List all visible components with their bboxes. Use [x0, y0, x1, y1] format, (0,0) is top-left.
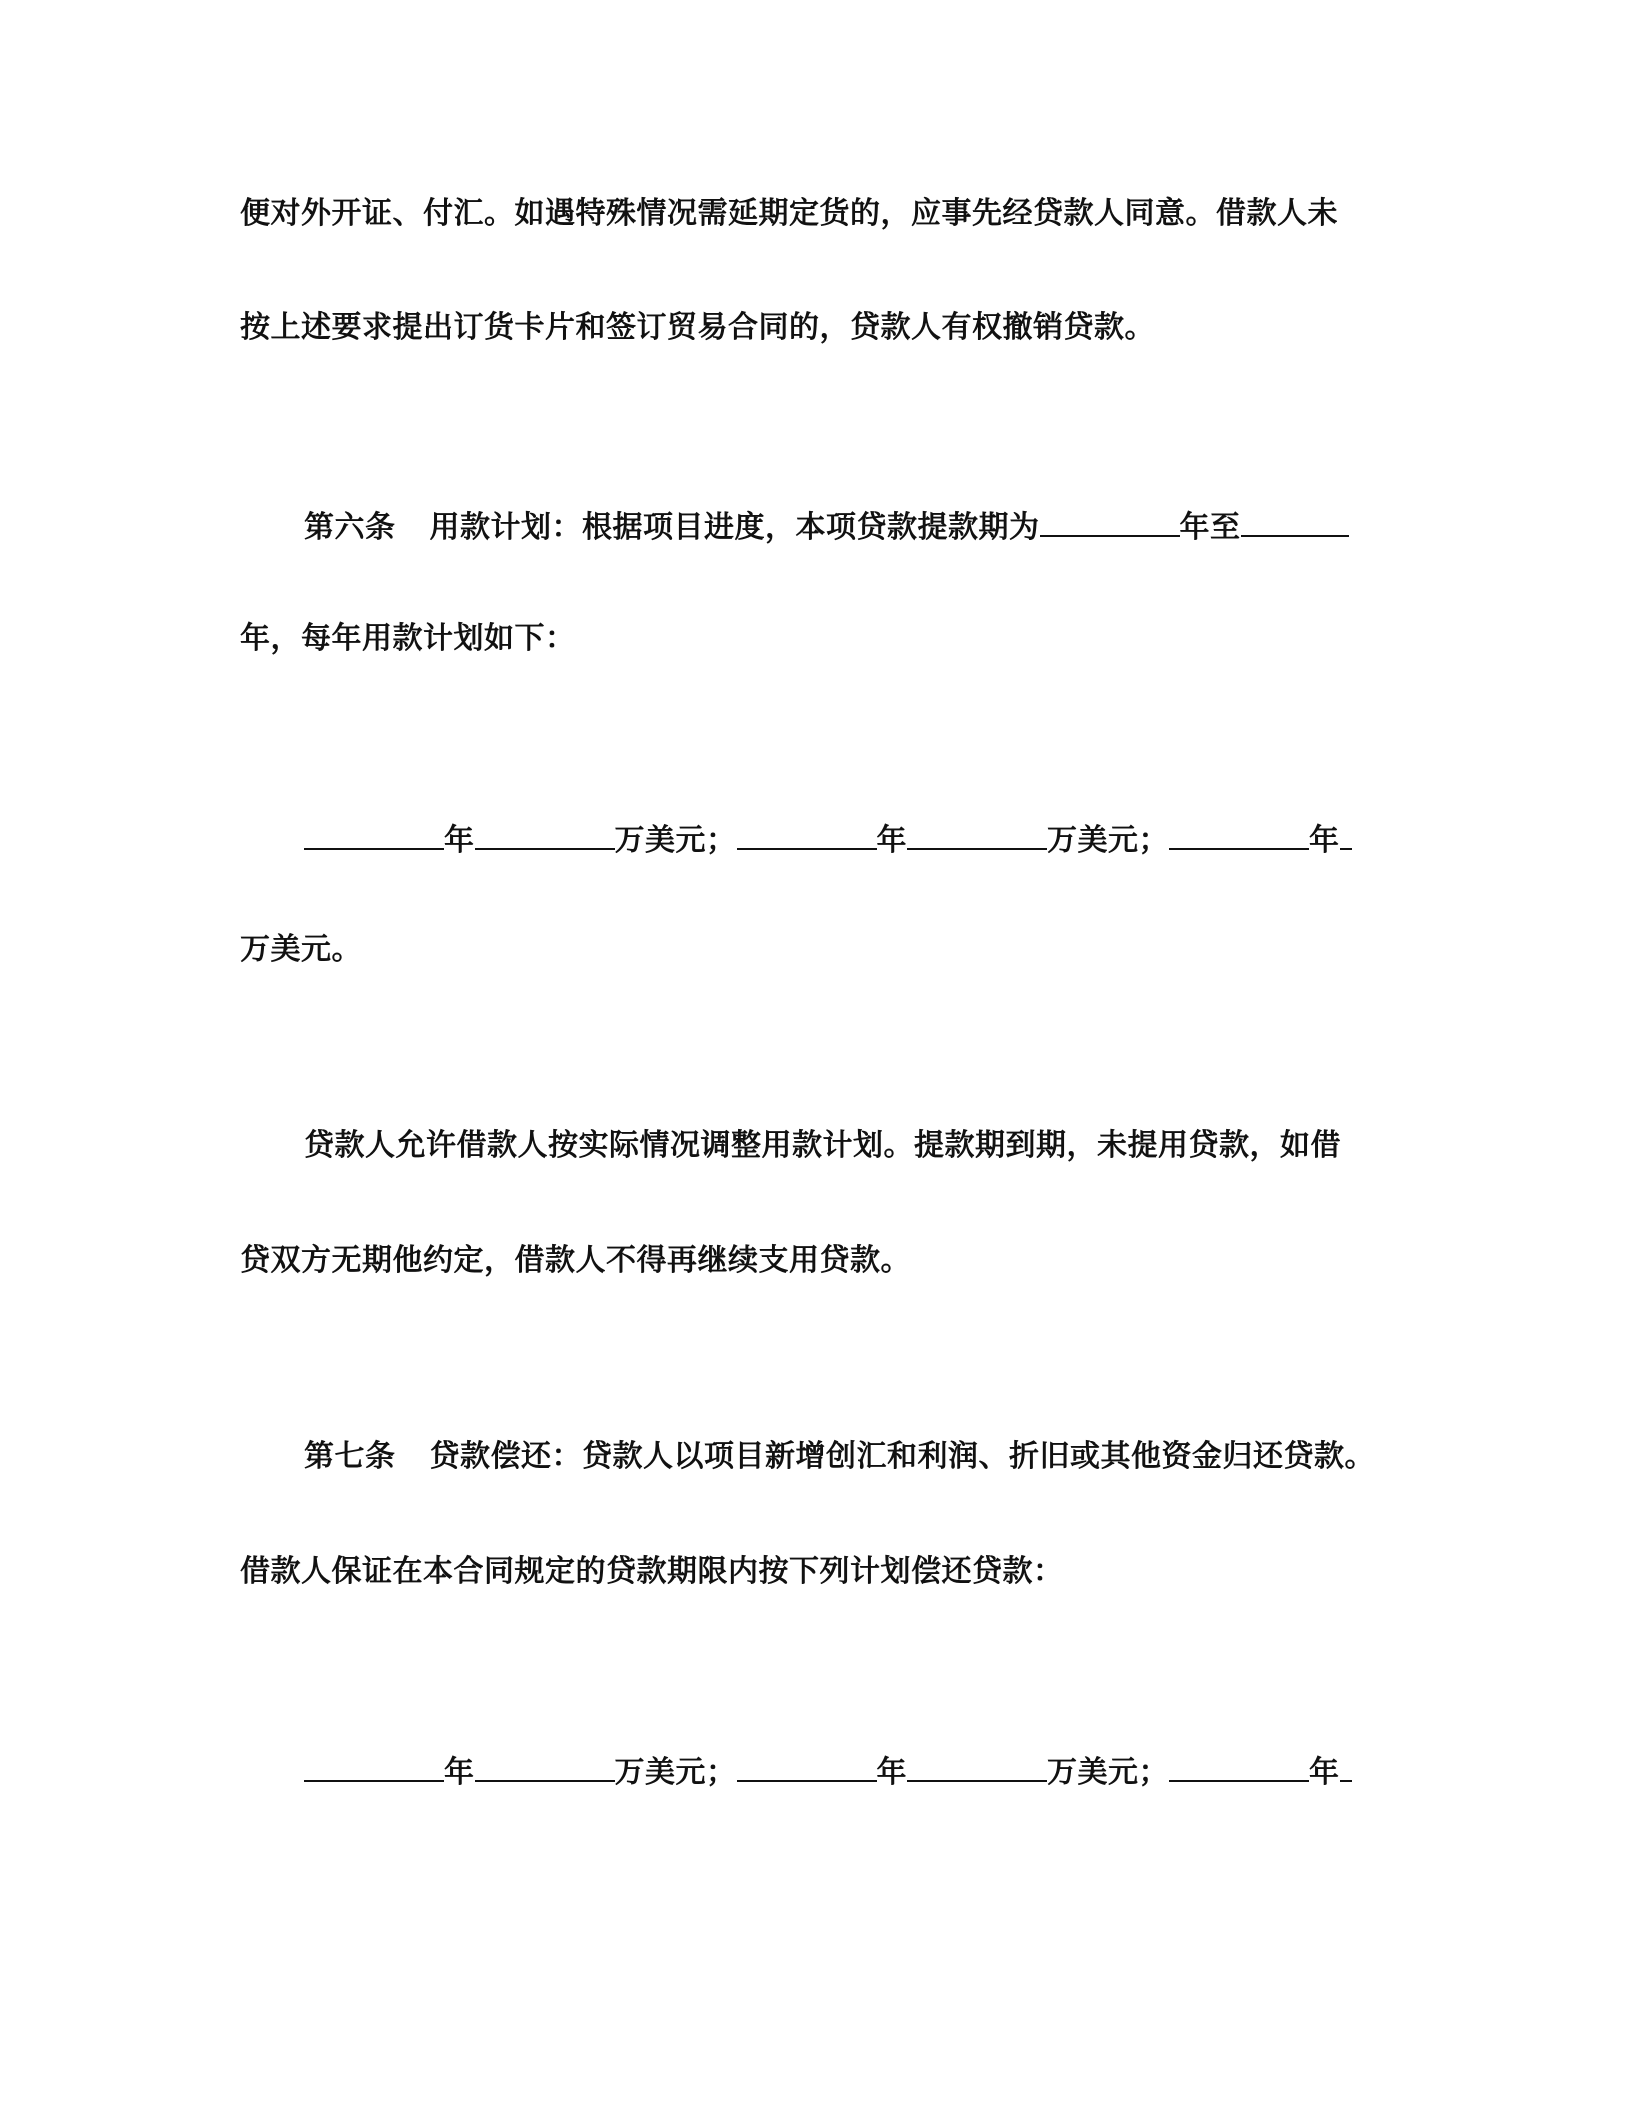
paragraph-line: 年，每年用款计划如下：: [240, 621, 576, 656]
article-number: 第六条: [304, 510, 396, 545]
blank-field: [737, 1750, 877, 1782]
blank-field: [1169, 818, 1309, 850]
text-fragment: 万美元；: [1047, 823, 1169, 858]
article-7-heading-line: [304, 1439, 1375, 1475]
text-fragment: 年: [1309, 1755, 1340, 1790]
blank-field: [304, 1750, 444, 1782]
paragraph-line: 贷双方无期他约定，借款人不得再继续支用贷款。: [240, 1243, 911, 1278]
text-fragment: 万美元；: [614, 823, 737, 858]
text-fragment: 万美元；: [614, 1755, 737, 1790]
schedule-line: [304, 818, 1352, 859]
blank-field: [475, 1750, 615, 1782]
blank-field: [1340, 818, 1352, 850]
blank-field: [304, 818, 444, 850]
schedule-line: [304, 1750, 1352, 1791]
paragraph-line: 万美元。: [240, 932, 362, 967]
blank-field: [907, 818, 1047, 850]
article-text: 用款计划：根据项目进度，本项贷款提款期为: [429, 510, 1040, 545]
paragraph-line: 便对外开证、付汇。如遇特殊情况需延期定货的，应事先经贷款人同意。借款人未: [240, 196, 1338, 231]
paragraph-line: 按上述要求提出订货卡片和签订贸易合同的，贷款人有权撤销贷款。: [240, 310, 1155, 345]
blank-field: [1340, 1750, 1352, 1782]
article-6-heading-line: [304, 505, 1349, 546]
blank-field: [907, 1750, 1047, 1782]
text-fragment: 年: [444, 1755, 475, 1790]
article-number: 第七条: [304, 1439, 396, 1474]
blank-field: [1040, 505, 1180, 537]
blank-field: [1241, 505, 1349, 537]
blank-field: [475, 818, 615, 850]
text-fragment: 年: [444, 823, 475, 858]
blank-field: [737, 818, 877, 850]
blank-field: [1169, 1750, 1309, 1782]
text-fragment: 年: [876, 1755, 907, 1790]
text-fragment: 年: [1309, 823, 1340, 858]
text-fragment: 年: [876, 823, 907, 858]
article-text: 贷款偿还：贷款人以项目新增创汇和利润、折旧或其他资金归还贷款。: [429, 1439, 1375, 1474]
paragraph-line: 贷款人允许借款人按实际情况调整用款计划。提款期到期，未提用贷款，如借: [304, 1128, 1341, 1163]
paragraph-line: 借款人保证在本合同规定的贷款期限内按下列计划偿还贷款：: [240, 1554, 1064, 1589]
text-fragment: 年至: [1179, 510, 1241, 545]
text-fragment: 万美元；: [1047, 1755, 1169, 1790]
